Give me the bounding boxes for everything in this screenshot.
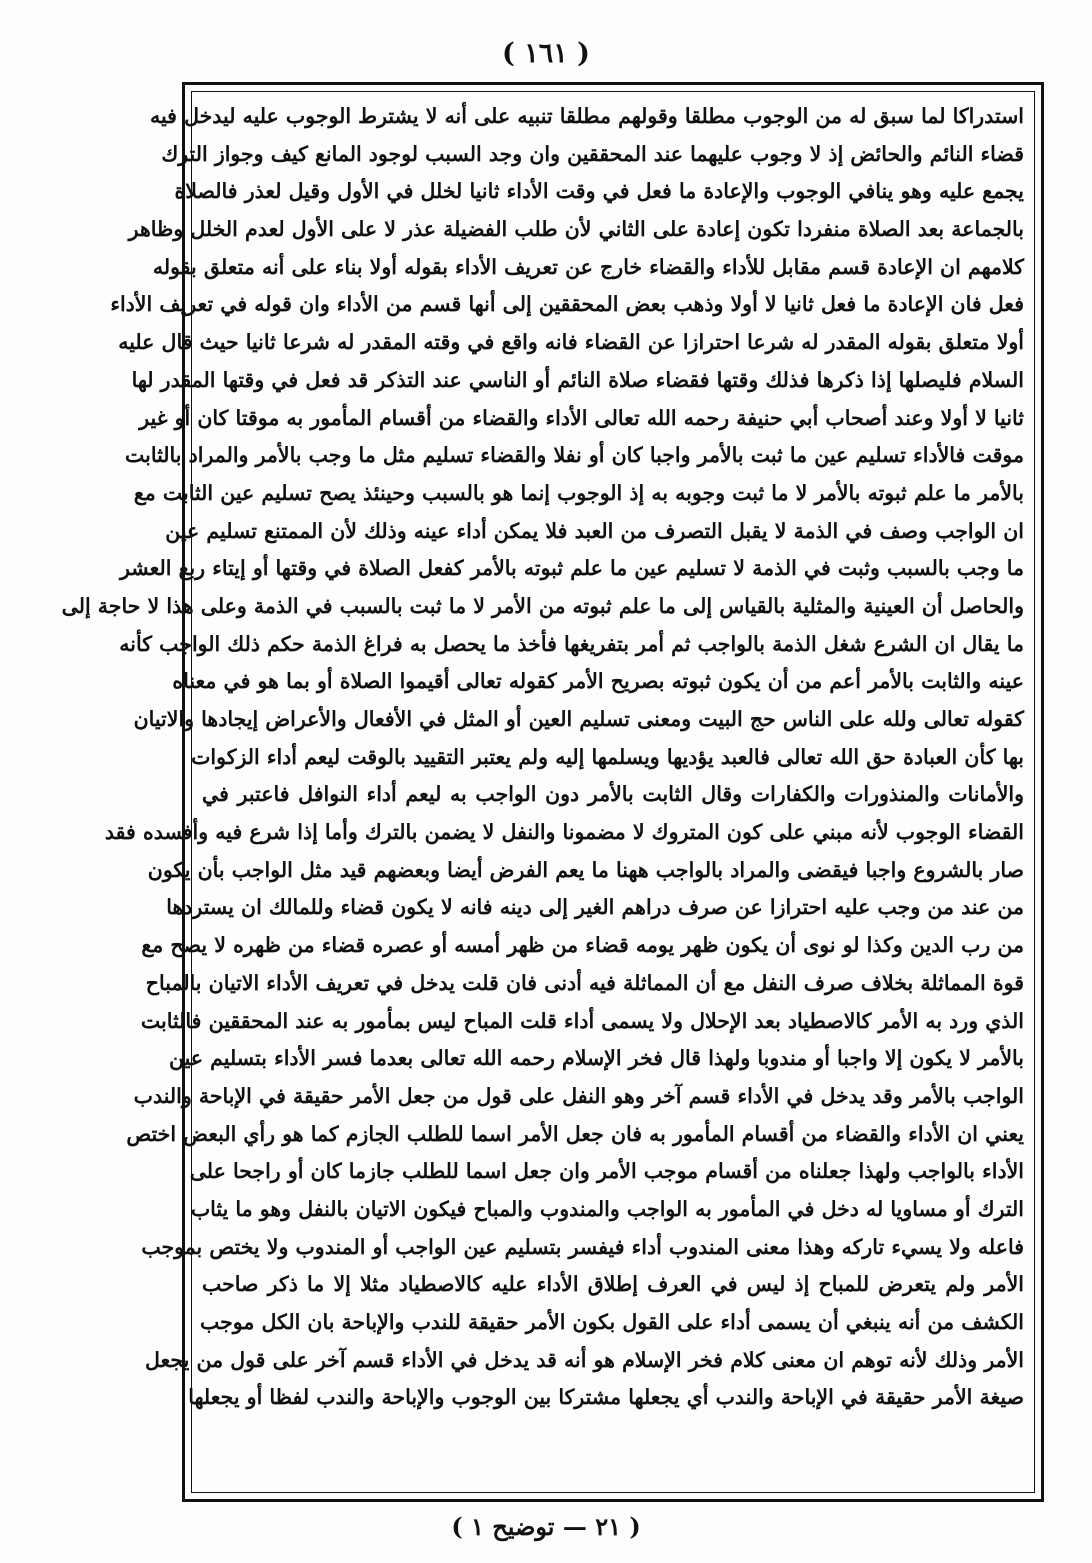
text-line: يجمع عليه وهو ينافي الوجوب والإعادة ما فعل في وقت الأداء ثانيا لخلل في الأول وقيل لعذر فالصلاة — [174, 179, 1024, 204]
text-line: بها كأن العبادة حق الله تعالى فالعبد يؤديها ويسلمها إليه ولم يعتبر التقييد بالوقت ليعم أداء الزكوات — [191, 744, 1024, 769]
text-line: عينه والثابت بالأمر أعم من أن يكون ثبوته بصريح الأمر كقوله تعالى أقيموا الصلاة أو بما هو في معناه — [172, 669, 1024, 694]
text-line: فعل فان الإعادة ما فعل ثانيا لا أولا وذهب بعض المحققين إلى أنها قسم من الأداء وان قوله في تعريف الأداء — [110, 292, 1024, 317]
text-line: يعني ان الأداء والقضاء من أقسام المأمور به فان جعل الأمر اسما للطلب الجازم كما هو رأي البعض اختص — [126, 1121, 1024, 1146]
text-line: قضاء النائم والحائض إذ لا وجوب عليهما عند المحققين وان وجد السبب لوجود المانع كيف وجواز الترك — [161, 141, 1024, 166]
text-line: ان الواجب وصف في الذمة لا يقبل التصرف من العبد فلا يمكن أداء عينه وذلك لأن الممتنع تسليم عين — [165, 518, 1024, 543]
text-line: صار بالشروع واجبا فيقضى والمراد بالواجب ههنا ما يعم الفرض أيضا وبعضهم قيد مثل الواجب بأن يكون — [147, 857, 1024, 882]
text-line: ما وجب بالسبب وثبت في الذمة لا تسليم عين ما علم ثبوته بالأمر كفعل الصلاة في وقتها أو إيتاء ربع العشر — [120, 556, 1024, 581]
inner-border — [61, 91, 1035, 1493]
text-line: صيغة الأمر حقيقة في الإباحة والندب أي يجعلها مشتركا بين الوجوب والإباحة والندب لفظا أو يجعلها — [188, 1385, 1024, 1410]
text-line: والأمانات والمنذورات والكفارات وقال الثابت بالأمر دون الواجب به ليعم أداء النوافل فاعتبر في — [202, 782, 1024, 807]
text-line: قوة المماثلة بخلاف صرف النفل مع أن المماثلة فيه أدنى فان قلت يدخل في تعريف الأداء الاتيان بالمباح — [145, 970, 1024, 995]
text-line: موقت فالأداء تسليم عين ما ثبت بالأمر واجبا كان أو نفلا والقضاء تسليم مثل ما وجب بالأمر والمراد بالثابت — [125, 443, 1024, 468]
text-line: كلامهم ان الإعادة قسم مقابل للأداء والقضاء خارج عن تعريف الأداء بقوله أولا بناء على أنه متعلق بقوله — [152, 254, 1024, 279]
text-line: الواجب بالأمر وقد يدخل في الأداء قسم آخر وهو النفل على قول من جعل الأمر حقيقة في الإباحة والندب — [133, 1083, 1024, 1108]
text-line: والحاصل أن العينية والمثلية بالقياس إلى ما علم ثبوته من الأمر لا ما ثبت بالسبب في الذمة وعلى هذا لا حاجة إلى — [61, 593, 1024, 618]
text-line: السلام فليصلها إذا ذكرها فذلك وقتها فقضاء صلاة النائم أو الناسي عند التذكر قد فعل في وقتها المقدر لها — [131, 367, 1024, 392]
text-line: ما يقال ان الشرع شغل الذمة بالواجب ثم أمر بتفريغها فأخذ ما يحصل به فراغ الذمة حكم ذلك الواجب كأنه — [119, 631, 1024, 656]
text-line: من رب الدين وكذا لو نوى أن يكون ظهر يومه قضاء من ظهر أمسه أو عصره قضاء من ظهره لا يصح مع — [141, 933, 1024, 958]
text-line: بالأمر لا يكون إلا واجبا أو مندوبا ولهذا قال فخر الإسلام رحمه الله تعالى بعدما فسر الأداء بتسليم عين — [168, 1046, 1024, 1071]
text-line: من عند من وجب عليه احترازا عن صرف دراهم الغير إلى دينه فانه لا يكون قضاء وللمالك ان يستردها — [166, 895, 1024, 920]
text-line: الأداء بالواجب ولهذا جعلناه من أقسام موجب الأمر وان جعل اسما للطلب جازما كان أو راجحا على — [189, 1159, 1024, 1184]
text-line: الترك أو مساويا له دخل في المأمور به الواجب والمندوب والمباح فيكون الاتيان بالنفل وهو ما يثاب — [190, 1196, 1024, 1221]
text-line: بالجماعة بعد الصلاة منفردا تكون إعادة على الثاني لأن طلب الفضيلة عذر لا على الأول لعدم الخلل وظاهر — [128, 217, 1024, 242]
text-line: بالأمر ما علم ثبوته بالأمر لا ما ثبت وجوبه به إذ الوجوب إنما هو بالسبب وحينئذ يصح تسليم عين الثابت مع — [133, 480, 1024, 505]
text-line: كقوله تعالى ولله على الناس حج البيت ومعنى تسليم العين أو المثل في الأفعال والأعراض إيجادها والاتيان — [133, 707, 1024, 731]
text-line: استدراكا لما سبق له من الوجوب مطلقا وقولهم مطلقا تنبيه على أنه لا يشترط الوجوب عليه ليدخل فيه — [149, 104, 1024, 128]
main-text — [61, 98, 1024, 1486]
text-line: ثانيا لا أولا وعند أصحاب أبي حنيفة رحمه الله تعالى الأداء والقضاء من أقسام المأمور به موقتا كان أو غير — [139, 405, 1024, 430]
text-line: الأمر وذلك لأنه توهم ان معنى كلام فخر الإسلام هو أنه قد يدخل في الأداء قسم آخر على قول من يجعل — [144, 1347, 1024, 1372]
text-line: أولا متعلق بقوله المقدر له شرعا احترازا عن القضاء فانه واقع في وقته المقدر له شرعا ثانيا حيث قال عليه — [118, 330, 1024, 355]
text-line: الأمر ولم يتعرض للمباح إذ ليس في العرف إطلاق الأداء عليه كالاصطياد مثلا إلا ما ذكر صاحب — [202, 1272, 1024, 1297]
footer-signature: ( ٢١ — توضيح ١ ) — [451, 1512, 641, 1541]
text-line: الكشف من أنه ينبغي أن يسمى أداء على القول بكون الأمر حقيقة للندب والإباحة بان الكل موجب — [199, 1310, 1024, 1334]
page-number: ( ١٦١ ) — [502, 38, 590, 69]
text-line: فاعله ولا يسيء تاركه وهذا معنى المندوب أداء فيفسر بتسليم عين الواجب أو المندوب ولا يختص بموجب — [141, 1234, 1024, 1259]
text-line: القضاء الوجوب لأنه مبني على كون المتروك لا مضمونا والنفل لا يضمن بالترك وأما إذا شرع فيه وأفسده فقد — [104, 820, 1024, 845]
text-frame — [61, 82, 1044, 1502]
text-line: الذي ورد به الأمر كالاصطياد بعد الإحلال ولا يسمى أداء قلت المباح ليس بمأمور به عند المحققين فالثابت — [140, 1008, 1024, 1033]
